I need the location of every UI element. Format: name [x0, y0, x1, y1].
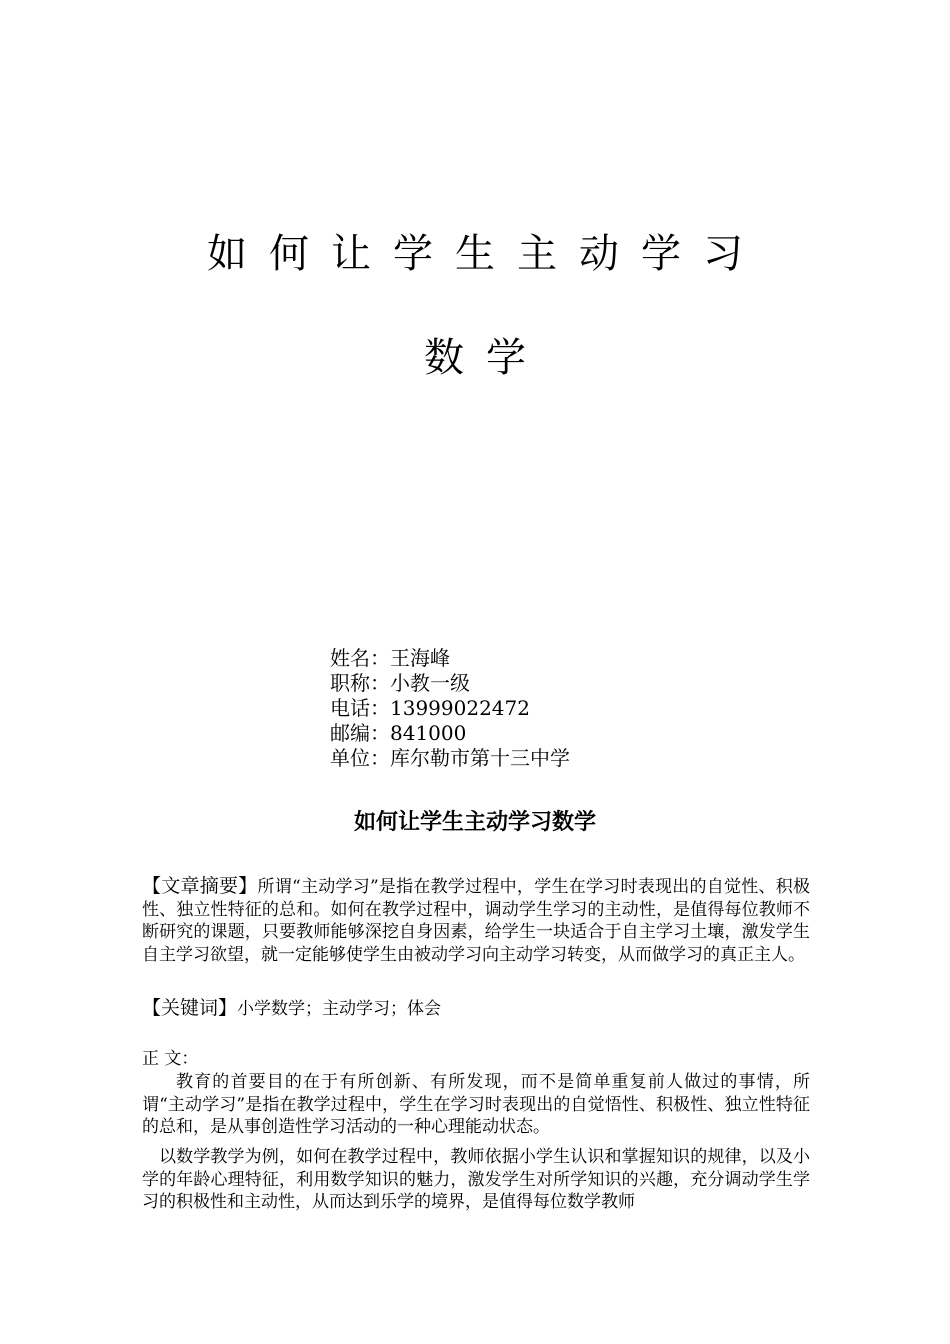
cover-title-line2: 数学 — [424, 335, 548, 381]
abstract — [142, 875, 810, 966]
paragraph-2: 以数学教学为例，如何在教学过程中，教师依据小学生认识和掌握知识的规律，以及小学的年龄心理特征，利用数学知识的魅力，激发学生对所学知识的兴趣，充分调动学生学习的积极性和主动性，从而达到乐学的境界，是值得每位数学教师 — [142, 1147, 810, 1212]
author-postcode: 邮编：841000 — [330, 721, 467, 745]
author-title: 职称：小教一级 — [330, 671, 470, 695]
author-phone: 电话：13999022472 — [330, 696, 530, 720]
keywords-label: 【关键词】 — [142, 997, 238, 1019]
keywords — [142, 997, 810, 1021]
paragraph-1: 教育的首要目的在于有所创新、有所发现，而不是简单重复前人做过的事情，所谓“主动学习”是指在教学过程中，学生在学习时表现出的自觉悟性、积极性、独立性特征的总和，是从事创造性学习活动的一种心理能动状态。 — [142, 1072, 810, 1137]
author-info — [330, 646, 570, 771]
cover-title-line1: 如何让学生主动学习 — [207, 231, 765, 277]
body-label: 正 文： — [142, 1049, 199, 1069]
keywords-text: 小学数学；主动学习；体会 — [237, 999, 442, 1019]
author-organization: 单位：库尔勒市第十三中学 — [330, 746, 570, 770]
article-heading: 如何让学生主动学习数学 — [353, 809, 596, 835]
abstract-label: 【文章摘要】 — [142, 875, 258, 897]
abstract-text: 所谓“主动学习”是指在教学过程中，学生在学习时表现出的自觉性、积极性、独立性特征的总和。如何在教学过程中，调动学生学习的主动性，是值得每位教师不断研究的课题，只要教师能够深挖自身因素，给学生一块适合于自主学习土壤，激发学生自主学习欲望，就一定能够使学生由被动学习向主动学习转变，从而做学习的真正主人。 — [142, 877, 810, 965]
author-name: 姓名：王海峰 — [330, 646, 450, 670]
